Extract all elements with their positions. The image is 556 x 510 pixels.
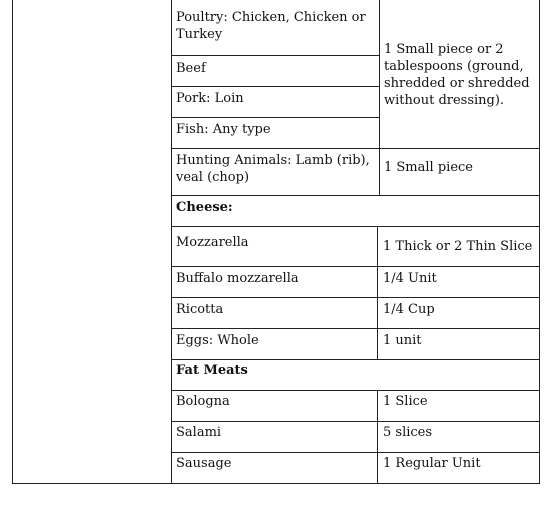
portion-divider-fat-meats bbox=[377, 390, 378, 484]
portion-cell-bologna: 1 Slice bbox=[383, 394, 428, 409]
row-line-salami bbox=[171, 452, 540, 453]
food-cell-eggs: Eggs: Whole bbox=[176, 333, 259, 348]
portion-divider-upper bbox=[379, 0, 380, 195]
left-column-divider bbox=[171, 0, 172, 484]
outer-left-border bbox=[12, 0, 13, 484]
portion-cell-eggs: 1 unit bbox=[383, 333, 422, 348]
row-line-fish bbox=[171, 148, 540, 149]
section-header-fat-meats: Fat Meats bbox=[176, 363, 248, 378]
row-line-cheese-header bbox=[171, 226, 540, 227]
outer-right-border bbox=[539, 0, 540, 484]
row-line-hunting bbox=[171, 195, 540, 196]
food-cell-sausage: Sausage bbox=[176, 456, 232, 471]
row-line-pork bbox=[171, 117, 380, 118]
row-line-bologna bbox=[171, 421, 540, 422]
food-cell-poultry: Poultry: Chicken, Chicken or Turkey bbox=[176, 10, 366, 42]
portion-cell-sausage: 1 Regular Unit bbox=[383, 456, 481, 471]
food-cell-bologna: Bologna bbox=[176, 394, 230, 409]
food-cell-fish: Fish: Any type bbox=[176, 122, 271, 137]
portion-cell-buffalo-mozzarella: 1/4 Unit bbox=[383, 271, 437, 286]
portion-cell-meats: 1 Small piece or 2 tablespoons (ground, shredded or shredded without dressing). bbox=[384, 42, 530, 108]
food-cell-beef: Beef bbox=[176, 61, 206, 76]
row-line-mozzarella bbox=[171, 266, 540, 267]
section-header-cheese: Cheese: bbox=[176, 200, 233, 215]
food-cell-buffalo-mozzarella: Buffalo mozzarella bbox=[176, 271, 299, 286]
portion-cell-salami: 5 slices bbox=[383, 425, 433, 440]
food-cell-ricotta: Ricotta bbox=[176, 302, 224, 317]
food-cell-salami: Salami bbox=[176, 425, 222, 440]
food-cell-hunting: Hunting Animals: Lamb (rib), veal (chop) bbox=[176, 153, 370, 185]
portion-cell-hunting: 1 Small piece bbox=[384, 160, 473, 175]
row-line-buffalo bbox=[171, 297, 540, 298]
food-cell-mozzarella: Mozzarella bbox=[176, 235, 249, 250]
row-line-poultry bbox=[171, 55, 380, 56]
row-line-eggs bbox=[171, 359, 540, 360]
portion-cell-mozzarella: 1 Thick or 2 Thin Slice bbox=[383, 239, 533, 254]
outer-bottom-border bbox=[12, 483, 540, 484]
portion-divider-cheese bbox=[377, 226, 378, 359]
food-cell-pork: Pork: Loin bbox=[176, 91, 244, 106]
row-line-ricotta bbox=[171, 328, 540, 329]
row-line-beef bbox=[171, 86, 380, 87]
portion-cell-ricotta: 1/4 Cup bbox=[383, 302, 435, 317]
row-line-fat-header bbox=[171, 390, 540, 391]
